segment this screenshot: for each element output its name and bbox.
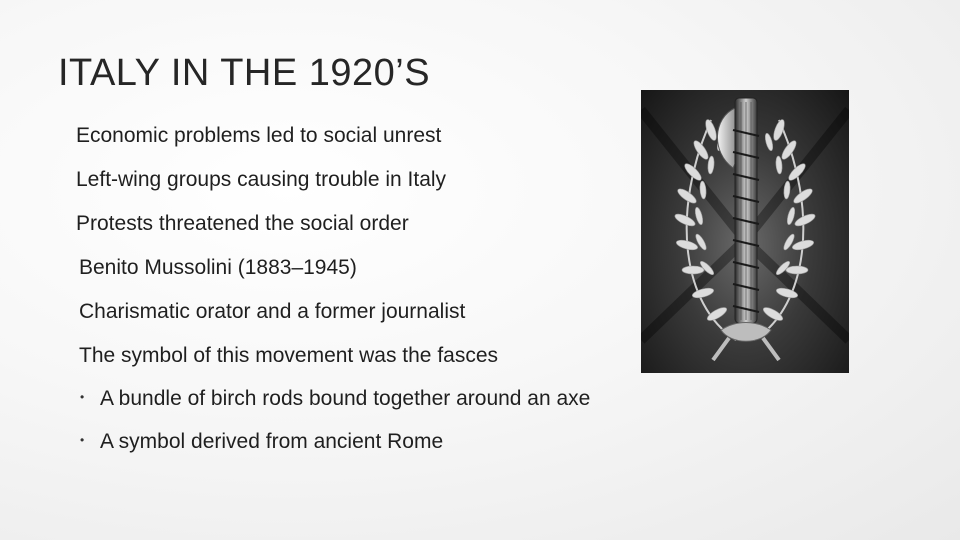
text-line: Left-wing groups causing trouble in Italy	[76, 168, 447, 191]
axe-blade-icon	[717, 108, 737, 168]
bullet-marker: •	[80, 433, 85, 448]
bullet-item	[80, 387, 590, 411]
text-line: The symbol of this movement was the fasces	[79, 344, 499, 367]
text-line: Charismatic orator and a former journalist	[79, 300, 466, 323]
text-line: Economic problems led to social unrest	[76, 124, 442, 147]
bullet-marker: •	[80, 390, 85, 405]
slide-title: ITALY IN THE 1920’S	[58, 52, 431, 94]
fasces-emblem-illustration	[641, 90, 849, 373]
fasces-icon	[733, 98, 759, 323]
bullet-text: A symbol derived from ancient Rome	[100, 430, 444, 453]
bullet-item	[80, 430, 443, 454]
text-line: Benito Mussolini (1883–1945)	[79, 256, 357, 279]
bullet-text: A bundle of birch rods bound together around an axe	[100, 387, 591, 410]
text-line: Protests threatened the social order	[76, 212, 409, 235]
fasces-emblem-image	[641, 90, 849, 373]
